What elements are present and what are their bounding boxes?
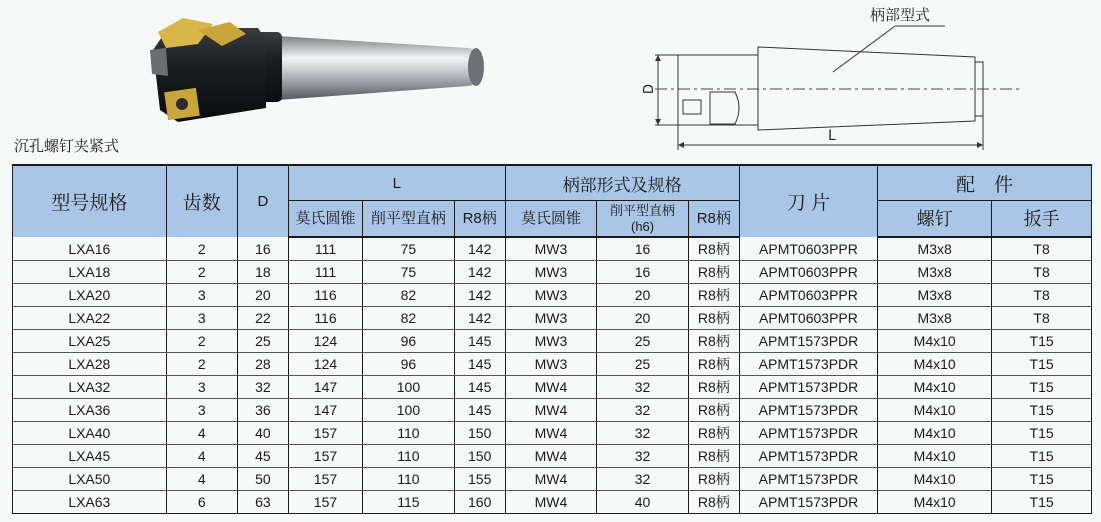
cell-insert: APMT0603PPR <box>739 284 877 307</box>
cell-shank-r8: R8柄 <box>688 237 739 261</box>
cell-shank-morse: MW4 <box>505 468 597 491</box>
cell-l-morse: 157 <box>288 422 362 445</box>
product-photo <box>138 10 490 130</box>
header-wrench: 扳手 <box>992 201 1092 238</box>
cell-d: 18 <box>237 261 288 284</box>
cell-shank-morse: MW4 <box>505 376 597 399</box>
cell-shank-flat: 32 <box>597 468 689 491</box>
cell-l-morse: 116 <box>288 307 362 330</box>
header-s-flat-sub: (h6) <box>630 218 655 234</box>
cell-shank-morse: MW3 <box>505 330 597 353</box>
shank-type-label: 柄部型式 <box>870 6 931 24</box>
cell-l-morse: 157 <box>288 491 362 514</box>
cell-l-flat: 110 <box>363 468 455 491</box>
cell-l-morse: 147 <box>288 399 362 422</box>
header-l-morse: 莫氏圆锥 <box>288 201 362 238</box>
cell-wrench: T15 <box>992 445 1092 468</box>
cell-insert: APMT0603PPR <box>739 261 877 284</box>
cell-l-r8: 145 <box>454 399 505 422</box>
cell-teeth: 4 <box>166 468 237 491</box>
cell-l-flat: 100 <box>363 376 455 399</box>
spec-table <box>12 164 1092 514</box>
table-row <box>13 237 1092 261</box>
header-l-flat: 削平型直柄 <box>363 201 455 238</box>
header-model: 型号规格 <box>13 165 167 237</box>
cell-d: 22 <box>237 307 288 330</box>
table-row <box>13 468 1092 491</box>
cell-shank-r8: R8柄 <box>688 307 739 330</box>
cell-l-morse: 147 <box>288 376 362 399</box>
cell-shank-morse: MW3 <box>505 353 597 376</box>
cell-shank-flat: 25 <box>597 330 689 353</box>
cell-l-morse: 124 <box>288 353 362 376</box>
cell-screw: M4x10 <box>878 445 992 468</box>
cell-l-r8: 142 <box>454 284 505 307</box>
cell-l-r8: 145 <box>454 353 505 376</box>
cell-wrench: T8 <box>992 284 1092 307</box>
cell-shank-flat: 25 <box>597 353 689 376</box>
cell-wrench: T15 <box>992 422 1092 445</box>
cell-l-r8: 155 <box>454 468 505 491</box>
cell-teeth: 2 <box>166 330 237 353</box>
cell-wrench: T8 <box>992 237 1092 261</box>
shank-diagram <box>615 0 1035 160</box>
cell-teeth: 3 <box>166 376 237 399</box>
header-accessories: 配 件 <box>878 165 1092 201</box>
cell-model: LXA18 <box>13 261 167 284</box>
cell-l-flat: 110 <box>363 422 455 445</box>
table-row <box>13 399 1092 422</box>
cell-shank-flat: 20 <box>597 307 689 330</box>
header-teeth: 齿数 <box>166 165 237 237</box>
cell-l-flat: 96 <box>363 330 455 353</box>
cell-shank-r8: R8柄 <box>688 422 739 445</box>
cell-model: LXA16 <box>13 237 167 261</box>
cell-screw: M3x8 <box>878 284 992 307</box>
cell-l-r8: 145 <box>454 376 505 399</box>
table-row <box>13 445 1092 468</box>
cell-insert: APMT0603PPR <box>739 237 877 261</box>
cell-shank-morse: MW4 <box>505 491 597 514</box>
cell-teeth: 3 <box>166 284 237 307</box>
cell-screw: M3x8 <box>878 261 992 284</box>
cell-shank-morse: MW4 <box>505 422 597 445</box>
cell-screw: M4x10 <box>878 491 992 514</box>
cell-wrench: T15 <box>992 399 1092 422</box>
header-s-flat-label: 削平型直柄 <box>610 202 676 218</box>
cell-shank-flat: 32 <box>597 445 689 468</box>
table-row <box>13 261 1092 284</box>
cell-shank-r8: R8柄 <box>688 376 739 399</box>
clamping-type-caption: 沉孔螺钉夹紧式 <box>14 137 120 155</box>
table-row <box>13 376 1092 399</box>
cell-screw: M4x10 <box>878 353 992 376</box>
cell-l-flat: 75 <box>363 237 455 261</box>
cell-insert: APMT1573PDR <box>739 468 877 491</box>
cell-shank-flat: 32 <box>597 399 689 422</box>
cell-shank-flat: 16 <box>597 237 689 261</box>
dimension-d-label: D <box>642 83 657 94</box>
cell-l-flat: 82 <box>363 307 455 330</box>
cell-wrench: T8 <box>992 307 1092 330</box>
cell-wrench: T8 <box>992 261 1092 284</box>
cell-teeth: 2 <box>166 261 237 284</box>
cell-shank-r8: R8柄 <box>688 330 739 353</box>
cell-model: LXA36 <box>13 399 167 422</box>
table-row <box>13 491 1092 514</box>
cell-l-morse: 124 <box>288 330 362 353</box>
cell-shank-morse: MW3 <box>505 237 597 261</box>
cell-screw: M4x10 <box>878 422 992 445</box>
cell-wrench: T15 <box>992 376 1092 399</box>
cell-teeth: 4 <box>166 422 237 445</box>
table-row <box>13 284 1092 307</box>
cell-shank-flat: 32 <box>597 376 689 399</box>
cell-model: LXA40 <box>13 422 167 445</box>
cell-shank-r8: R8柄 <box>688 468 739 491</box>
cell-wrench: T15 <box>992 330 1092 353</box>
cell-l-flat: 100 <box>363 399 455 422</box>
cell-insert: APMT1573PDR <box>739 353 877 376</box>
cell-l-r8: 150 <box>454 422 505 445</box>
header-s-morse: 莫氏圆锥 <box>505 201 597 238</box>
cell-l-flat: 110 <box>363 445 455 468</box>
cell-wrench: T15 <box>992 491 1092 514</box>
cell-model: LXA28 <box>13 353 167 376</box>
cell-l-r8: 150 <box>454 445 505 468</box>
header-screw: 螺钉 <box>878 201 992 238</box>
cell-teeth: 6 <box>166 491 237 514</box>
cell-l-morse: 116 <box>288 284 362 307</box>
cell-model: LXA45 <box>13 445 167 468</box>
cell-l-r8: 160 <box>454 491 505 514</box>
cell-d: 63 <box>237 491 288 514</box>
cell-model: LXA32 <box>13 376 167 399</box>
cell-l-flat: 96 <box>363 353 455 376</box>
spec-table-body <box>13 237 1092 514</box>
cell-l-r8: 142 <box>454 237 505 261</box>
cell-screw: M3x8 <box>878 307 992 330</box>
table-row <box>13 422 1092 445</box>
cell-screw: M4x10 <box>878 376 992 399</box>
header-l-r8: R8柄 <box>454 201 505 238</box>
cell-shank-r8: R8柄 <box>688 284 739 307</box>
cell-insert: APMT1573PDR <box>739 376 877 399</box>
cell-screw: M4x10 <box>878 399 992 422</box>
cell-teeth: 3 <box>166 307 237 330</box>
cell-l-morse: 111 <box>288 237 362 261</box>
cell-shank-flat: 20 <box>597 284 689 307</box>
cell-model: LXA25 <box>13 330 167 353</box>
cell-model: LXA50 <box>13 468 167 491</box>
cell-d: 28 <box>237 353 288 376</box>
cell-shank-morse: MW4 <box>505 399 597 422</box>
cell-shank-r8: R8柄 <box>688 261 739 284</box>
cell-insert: APMT1573PDR <box>739 399 877 422</box>
cell-insert: APMT1573PDR <box>739 491 877 514</box>
cell-teeth: 2 <box>166 353 237 376</box>
cell-l-flat: 115 <box>363 491 455 514</box>
cell-model: LXA63 <box>13 491 167 514</box>
cell-insert: APMT1573PDR <box>739 422 877 445</box>
cell-teeth: 2 <box>166 237 237 261</box>
cell-shank-morse: MW4 <box>505 445 597 468</box>
cell-shank-r8: R8柄 <box>688 399 739 422</box>
cell-screw: M4x10 <box>878 330 992 353</box>
cell-screw: M3x8 <box>878 237 992 261</box>
cell-l-morse: 157 <box>288 468 362 491</box>
cell-shank-r8: R8柄 <box>688 491 739 514</box>
header-insert: 刀 片 <box>739 165 877 237</box>
cell-shank-flat: 16 <box>597 261 689 284</box>
cell-model: LXA20 <box>13 284 167 307</box>
cell-shank-morse: MW3 <box>505 284 597 307</box>
cell-l-flat: 82 <box>363 284 455 307</box>
cell-insert: APMT1573PDR <box>739 330 877 353</box>
header-l: L <box>288 165 505 201</box>
cell-teeth: 4 <box>166 445 237 468</box>
cell-screw: M4x10 <box>878 468 992 491</box>
cell-shank-flat: 40 <box>597 491 689 514</box>
cell-l-flat: 75 <box>363 261 455 284</box>
header-s-r8: R8柄 <box>688 201 739 238</box>
cell-insert: APMT0603PPR <box>739 307 877 330</box>
cell-wrench: T15 <box>992 353 1092 376</box>
header-d: D <box>237 165 288 237</box>
header-s-flat <box>597 201 689 238</box>
table-row <box>13 330 1092 353</box>
header-shank: 柄部形式及规格 <box>505 165 739 201</box>
cell-l-morse: 157 <box>288 445 362 468</box>
cell-d: 40 <box>237 422 288 445</box>
cell-teeth: 3 <box>166 399 237 422</box>
cell-l-r8: 145 <box>454 330 505 353</box>
cell-shank-flat: 32 <box>597 422 689 445</box>
table-row <box>13 307 1092 330</box>
cell-model: LXA22 <box>13 307 167 330</box>
cell-d: 32 <box>237 376 288 399</box>
cell-shank-r8: R8柄 <box>688 353 739 376</box>
dimension-l-label: L <box>828 128 836 144</box>
cell-d: 36 <box>237 399 288 422</box>
cell-d: 20 <box>237 284 288 307</box>
cell-d: 16 <box>237 237 288 261</box>
cell-d: 25 <box>237 330 288 353</box>
cell-shank-morse: MW3 <box>505 261 597 284</box>
cell-l-morse: 111 <box>288 261 362 284</box>
cell-insert: APMT1573PDR <box>739 445 877 468</box>
cell-d: 50 <box>237 468 288 491</box>
cell-shank-r8: R8柄 <box>688 445 739 468</box>
cell-l-r8: 142 <box>454 307 505 330</box>
table-row <box>13 353 1092 376</box>
cell-d: 45 <box>237 445 288 468</box>
cell-shank-morse: MW3 <box>505 307 597 330</box>
cell-l-r8: 142 <box>454 261 505 284</box>
cell-wrench: T15 <box>992 468 1092 491</box>
